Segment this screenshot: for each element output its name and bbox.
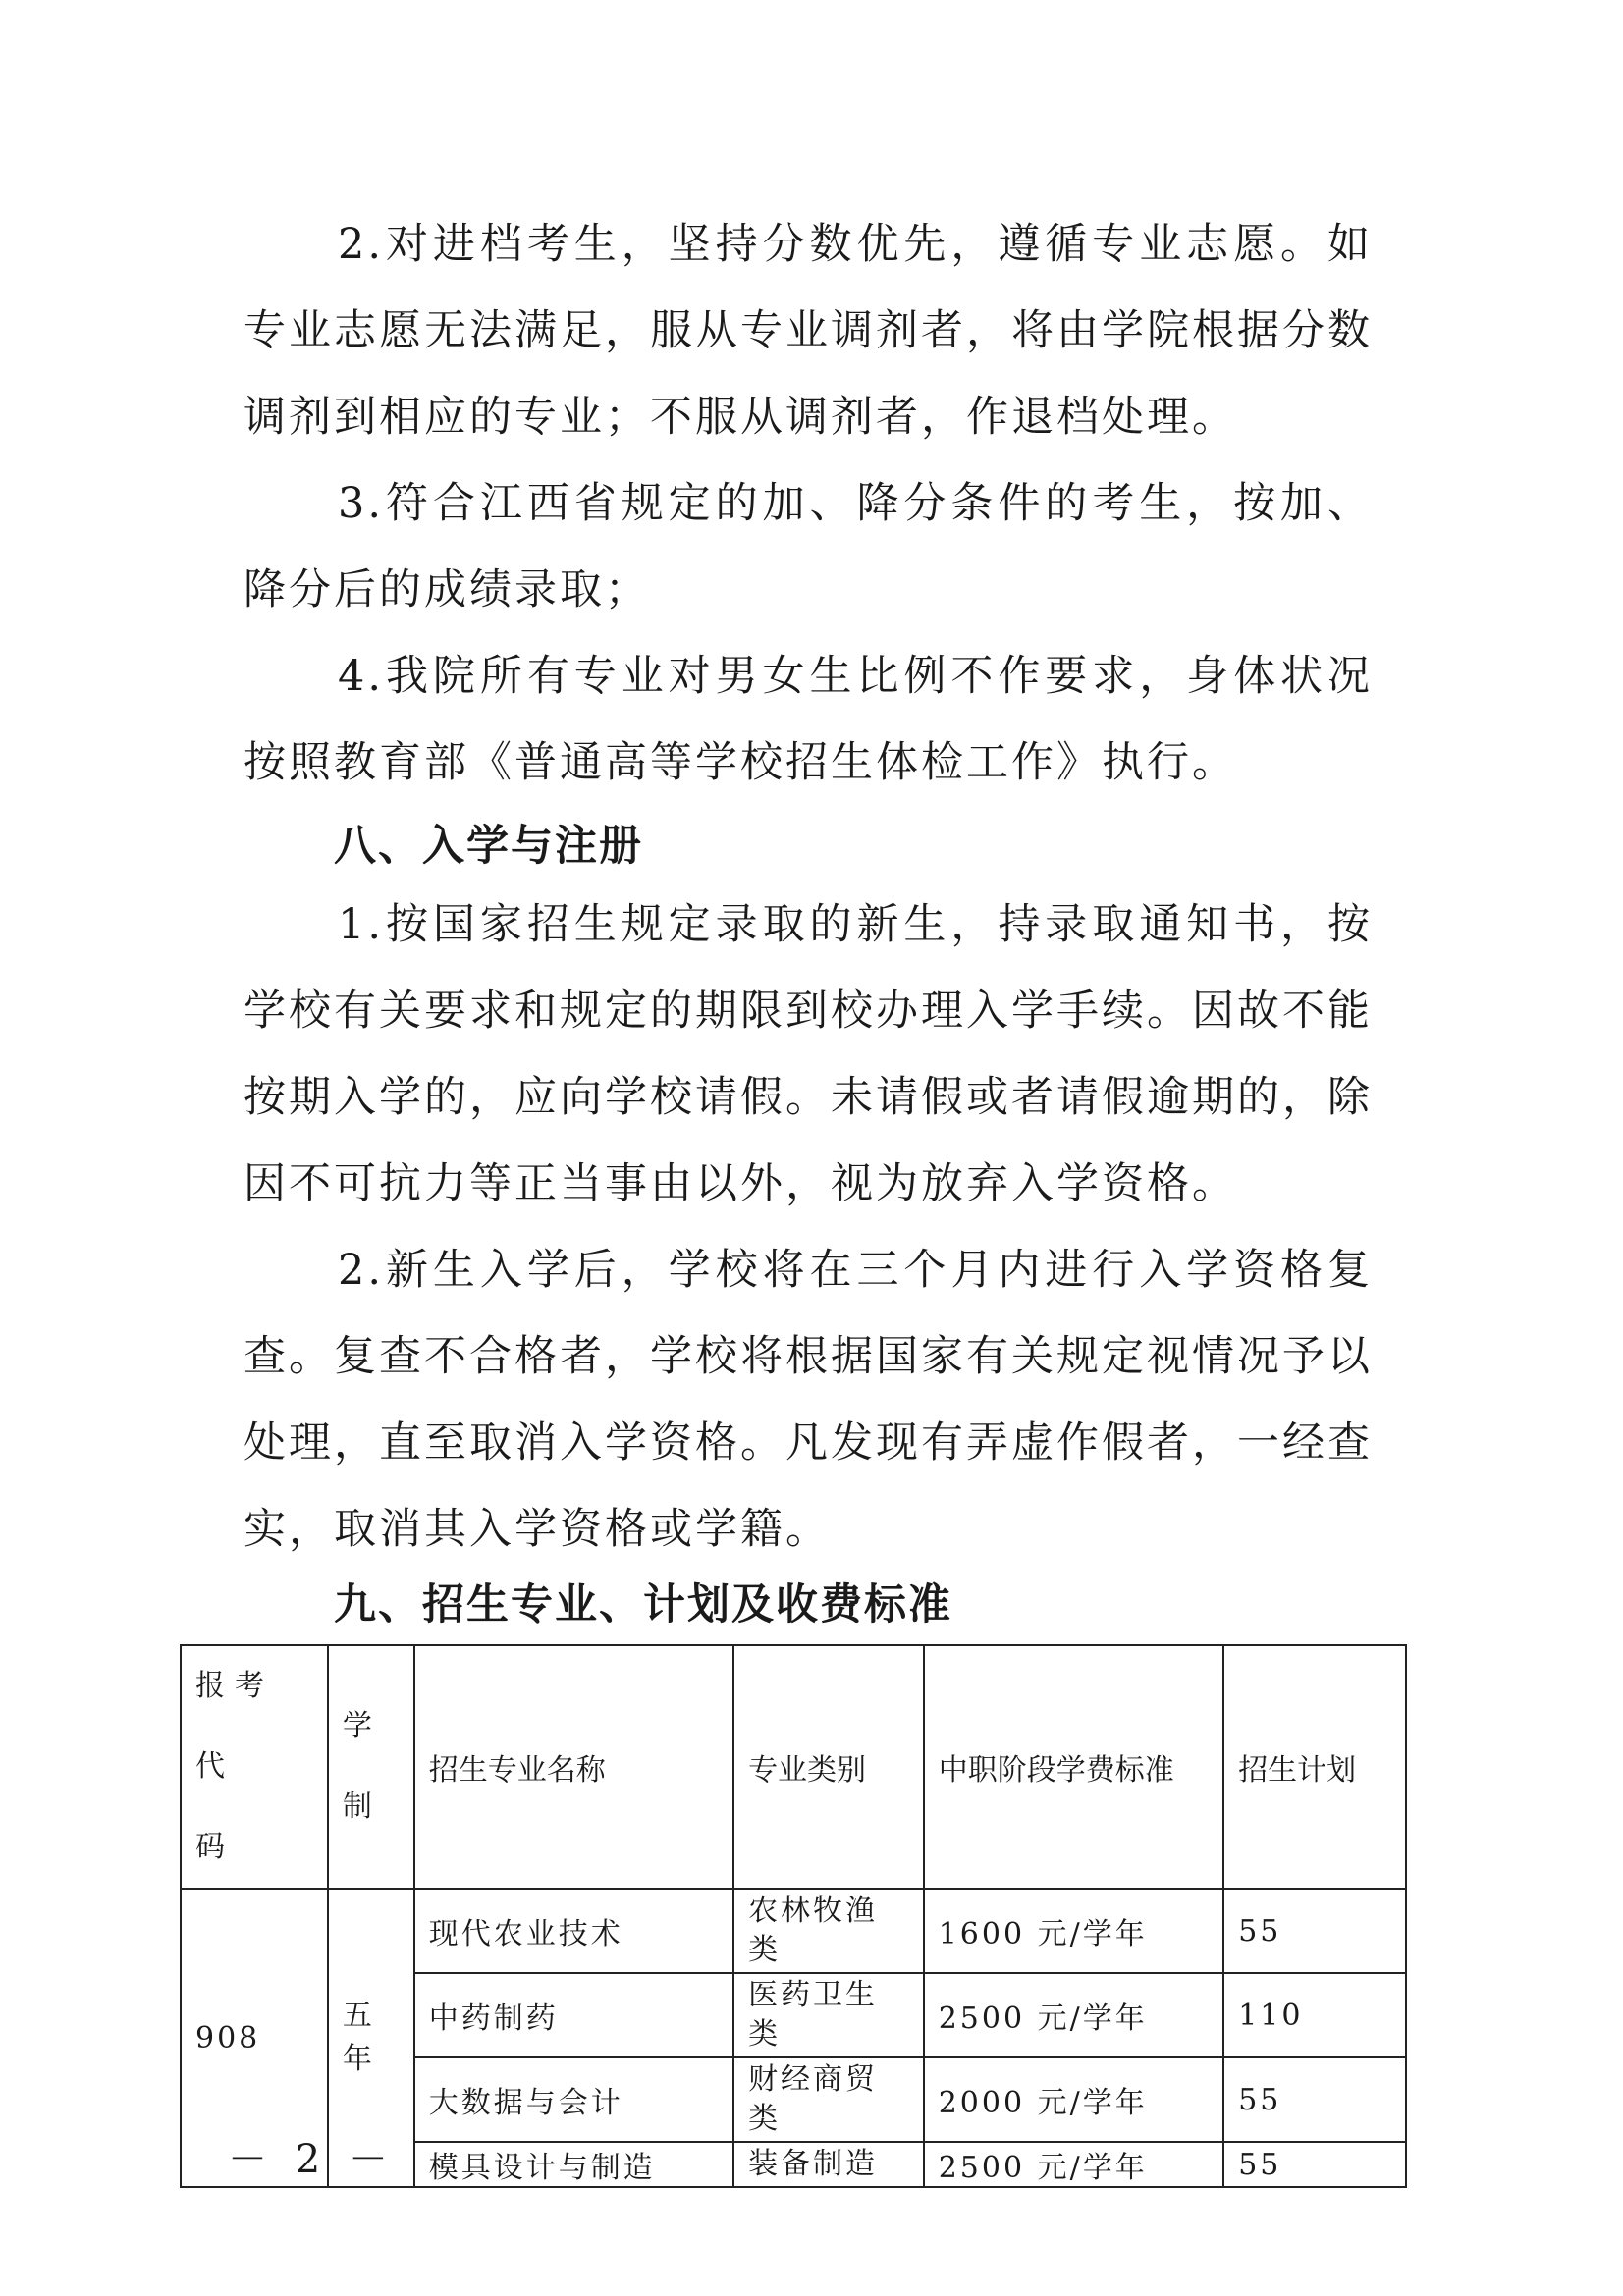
cell-length-line1: 五 — [342, 1999, 375, 2033]
cell-category-line2: 类 — [748, 2102, 782, 2136]
cell-category — [733, 1889, 924, 1973]
section-heading-majors-plan: 九、招生专业、计划及收费标准 — [334, 1580, 952, 1629]
paragraph-enrollment-rule-1: 1.按国家招生规定录取的新生，持录取通知书，按学校有关要求和规定的期限到校办理入学手续。因故不能按期入学的，应向学校请假。未请假或者请假逾期的，除因不可抗力等正当事由以外，视为放弃入学资格。 — [243, 900, 1373, 1208]
header-length-line1: 学 — [342, 1709, 372, 1743]
cell-plan: 55 — [1223, 2057, 1406, 2142]
cell-category-line2: 类 — [748, 1933, 782, 1967]
cell-category-line1: 医药卫生 — [748, 1978, 879, 2012]
cell-major: 现代农业技术 — [414, 1889, 733, 1973]
cell-fee: 1600 元/学年 — [924, 1889, 1223, 1973]
page-number: － 2 － — [228, 2137, 396, 2182]
cell-category — [733, 2057, 924, 2142]
header-major: 招生专业名称 — [414, 1645, 733, 1889]
paragraph-admission-rule-4: 4.我院所有专业对男女生比例不作要求，身体状况按照教育部《普通高等学校招生体检工作》执行。 — [243, 652, 1373, 787]
header-category: 专业类别 — [733, 1645, 924, 1889]
paragraph-admission-rule-2: 2.对进档考生，坚持分数优先，遵循专业志愿。如专业志愿无法满足，服从专业调剂者，将由学院根据分数调剂到相应的专业；不服从调剂者，作退档处理。 — [243, 220, 1373, 442]
cell-length-line2: 年 — [342, 2042, 375, 2076]
cell-plan: 110 — [1223, 1973, 1406, 2057]
cell-fee: 2000 元/学年 — [924, 2057, 1223, 2142]
header-code-line1: 报考代 — [195, 1669, 274, 1784]
cell-category: 装备制造 — [733, 2142, 924, 2187]
header-code-line2: 码 — [195, 1830, 225, 1864]
cell-fee: 2500 元/学年 — [924, 1973, 1223, 2057]
table-row — [181, 1889, 1406, 1973]
cell-category-line1: 农林牧渔 — [748, 1894, 879, 1928]
header-code — [181, 1645, 328, 1889]
cell-fee: 2500 元/学年 — [924, 2142, 1223, 2187]
table-header-row — [181, 1645, 1406, 1889]
cell-category — [733, 1973, 924, 2057]
cell-category-line1: 财经商贸 — [748, 2062, 879, 2097]
cell-category-line2: 类 — [748, 2017, 782, 2052]
header-fee: 中职阶段学费标准 — [924, 1645, 1223, 1889]
section-heading-enrollment: 八、入学与注册 — [334, 822, 643, 871]
cell-major: 模具设计与制造 — [414, 2142, 733, 2187]
cell-major: 大数据与会计 — [414, 2057, 733, 2142]
enrollment-plan-table — [180, 1644, 1407, 2188]
header-length-line2: 制 — [342, 1789, 372, 1824]
header-length — [328, 1645, 414, 1889]
header-plan: 招生计划 — [1223, 1645, 1406, 1889]
cell-code: 908 — [181, 1889, 328, 2187]
paragraph-enrollment-rule-2: 2.新生入学后，学校将在三个月内进行入学资格复查。复查不合格者，学校将根据国家有关规定视情况予以处理，直至取消入学资格。凡发现有弄虚作假者，一经查实，取消其入学资格或学籍。 — [243, 1246, 1373, 1554]
cell-major: 中药制药 — [414, 1973, 733, 2057]
paragraph-admission-rule-3: 3.符合江西省规定的加、降分条件的考生，按加、降分后的成绩录取； — [243, 479, 1373, 614]
cell-plan: 55 — [1223, 1889, 1406, 1973]
cell-plan: 55 — [1223, 2142, 1406, 2187]
